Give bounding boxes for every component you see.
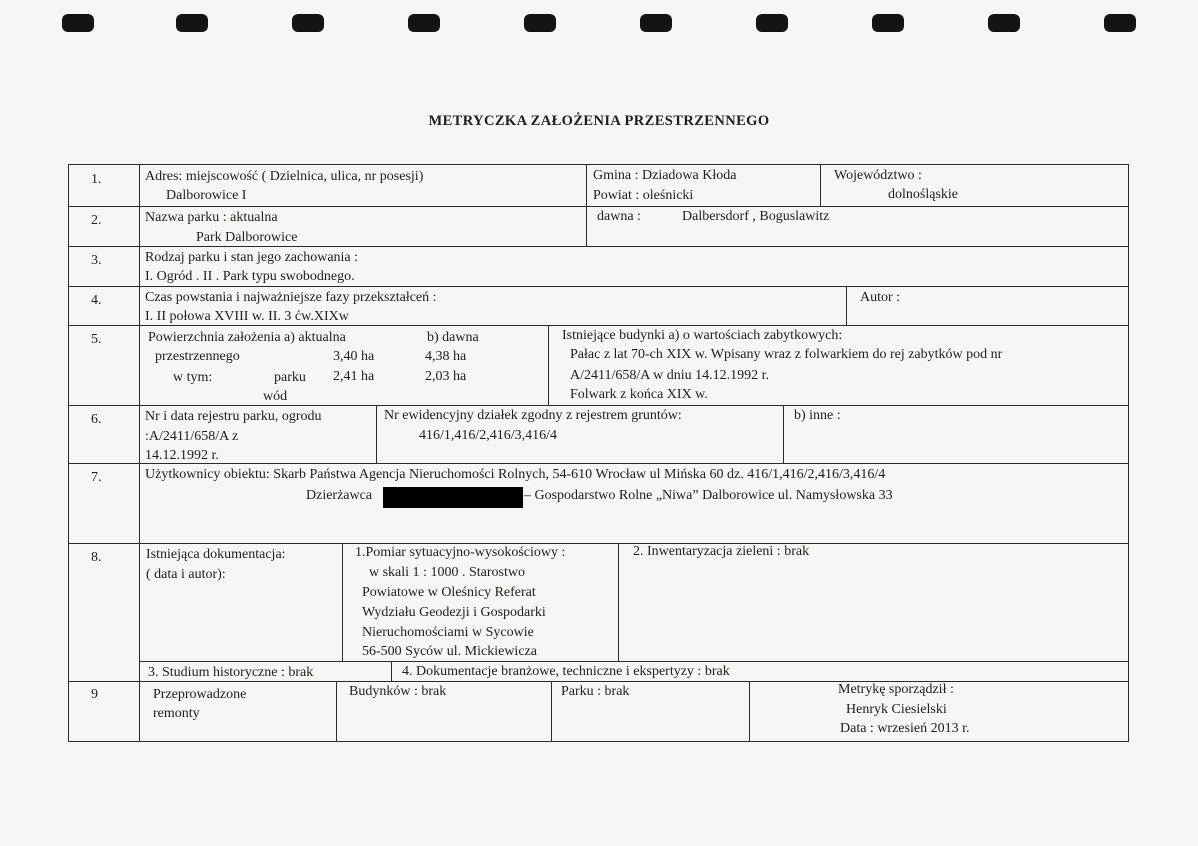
table-line bbox=[1128, 164, 1129, 742]
park-area-former: 2,03 ha bbox=[425, 369, 467, 384]
survey-line: Powiatowe w Oleśnicy Referat bbox=[362, 585, 536, 600]
table-line bbox=[749, 681, 750, 741]
punch-hole bbox=[524, 14, 556, 32]
redaction-bar bbox=[383, 487, 523, 508]
powiat-field: Powiat : oleśnicki bbox=[593, 188, 694, 203]
row-number: 9 bbox=[91, 687, 98, 702]
park-type-label: Rodzaj parku i stan jego zachowania : bbox=[145, 250, 359, 265]
greenery-inventory: 2. Inwentaryzacja zieleni : brak bbox=[633, 544, 810, 559]
table-line bbox=[139, 661, 1129, 662]
punch-hole bbox=[176, 14, 208, 32]
creation-time-value: I. II połowa XVIII w. II. 3 ćw.XIXw bbox=[145, 309, 349, 324]
address-label: Adres: miejscowość ( Dzielnica, ulica, nr posesji) bbox=[145, 169, 424, 184]
area-former-label: b) dawna bbox=[427, 330, 479, 345]
park-name-label: Nazwa parku : aktualna bbox=[145, 210, 278, 225]
table-line bbox=[391, 661, 392, 681]
table-line bbox=[68, 286, 1129, 287]
survey-line: Nieruchomościami w Sycowie bbox=[362, 625, 534, 640]
registry-number: :A/2411/658/A z bbox=[145, 429, 239, 444]
table-line bbox=[68, 164, 69, 742]
renovations-label: Przeprowadzone bbox=[153, 687, 247, 702]
buildings-label: Istniejące budynki a) o wartościach zabytkowych: bbox=[562, 328, 843, 343]
row-number: 1. bbox=[91, 172, 102, 187]
tenant-label: Dzierżawca bbox=[306, 488, 373, 503]
table-line bbox=[68, 741, 1129, 742]
park-renovations: Parku : brak bbox=[561, 684, 630, 699]
users-line: Użytkownicy obiektu: Skarb Państwa Agencja Nieruchomości Rolnych, 54-610 Wrocław ul Mińska 60 dz. 416/1,416/2,416/3,416/4 bbox=[145, 467, 886, 482]
table-line bbox=[68, 206, 1129, 207]
technical-docs: 4. Dokumentacje branżowe, techniczne i ekspertyzy : brak bbox=[402, 664, 730, 679]
prepared-date: Data : wrzesień 2013 r. bbox=[840, 721, 970, 736]
park-name-value: Park Dalborowice bbox=[196, 230, 298, 245]
renovations-label-2: remonty bbox=[153, 706, 200, 721]
table-line bbox=[376, 405, 377, 463]
plot-numbers-label: Nr ewidencyjny działek zgodny z rejestrem gruntów: bbox=[384, 408, 682, 423]
table-line bbox=[586, 164, 587, 246]
plot-numbers-value: 416/1,416/2,416/3,416/4 bbox=[419, 428, 558, 443]
wojewodztwo-label: Województwo : bbox=[834, 168, 922, 183]
survey-line: 56-500 Syców ul. Mickiewicza bbox=[362, 644, 537, 659]
row-number: 3. bbox=[91, 253, 102, 268]
table-line bbox=[618, 543, 619, 661]
row-number: 7. bbox=[91, 470, 102, 485]
punch-hole bbox=[1104, 14, 1136, 32]
survey-line: w skali 1 : 1000 . Starostwo bbox=[369, 565, 525, 580]
document-title: METRYCZKA ZAŁOŻENIA PRZESTRZENNEGO bbox=[428, 113, 770, 129]
area-label-2: przestrzennego bbox=[155, 349, 240, 364]
buildings-line: A/2411/658/A w dniu 14.12.1992 r. bbox=[570, 368, 769, 383]
former-name-value: Dalbersdorf , Boguslawitz bbox=[682, 209, 830, 224]
table-line bbox=[783, 405, 784, 463]
buildings-line: Pałac z lat 70-ch XIX w. Wpisany wraz z folwarkiem do rej zabytków pod nr bbox=[570, 347, 1003, 362]
table-line bbox=[846, 286, 847, 325]
punch-hole bbox=[872, 14, 904, 32]
other-label: b) inne : bbox=[794, 408, 841, 423]
registry-date: 14.12.1992 r. bbox=[145, 448, 219, 463]
punch-hole bbox=[292, 14, 324, 32]
row-number: 8. bbox=[91, 550, 102, 565]
row-number: 5. bbox=[91, 332, 102, 347]
row-number: 6. bbox=[91, 412, 102, 427]
author-label: Autor : bbox=[860, 290, 901, 305]
water-area-label: wód bbox=[263, 389, 288, 404]
punch-hole bbox=[408, 14, 440, 32]
table-line bbox=[820, 164, 821, 206]
punch-hole bbox=[62, 14, 94, 32]
park-type-value: I. Ogród . II . Park typu swobodnego. bbox=[145, 269, 355, 284]
table-line bbox=[68, 463, 1129, 464]
historical-study: 3. Studium historyczne : brak bbox=[148, 665, 314, 680]
area-former-value: 4,38 ha bbox=[425, 349, 467, 364]
registry-label: Nr i data rejestru parku, ogrodu bbox=[145, 409, 322, 424]
park-area-label: parku bbox=[274, 370, 306, 385]
table-line bbox=[551, 681, 552, 741]
prepared-by-label: Metrykę sporządził : bbox=[838, 682, 954, 697]
area-including-label: w tym: bbox=[173, 370, 213, 385]
park-area-current: 2,41 ha bbox=[333, 369, 375, 384]
former-name-label: dawna : bbox=[597, 209, 641, 224]
tenant-value: – Gospodarstwo Rolne „Niwa” Dalborowice ul. Namysłowska 33 bbox=[524, 488, 893, 503]
buildings-renovations: Budynków : brak bbox=[349, 684, 447, 699]
area-label: Powierzchnia założenia a) aktualna bbox=[148, 330, 346, 345]
punch-hole bbox=[756, 14, 788, 32]
punch-hole bbox=[640, 14, 672, 32]
table-line bbox=[68, 543, 1129, 544]
buildings-line: Folwark z końca XIX w. bbox=[570, 387, 708, 402]
survey-line: 1.Pomiar sytuacyjno-wysokościowy : bbox=[355, 545, 566, 560]
punch-hole bbox=[988, 14, 1020, 32]
row-number: 4. bbox=[91, 293, 102, 308]
address-value: Dalborowice I bbox=[166, 188, 247, 203]
table-line bbox=[336, 681, 337, 741]
table-line bbox=[342, 543, 343, 661]
prepared-by-name: Henryk Ciesielski bbox=[846, 702, 947, 717]
wojewodztwo-value: dolnośląskie bbox=[888, 187, 958, 202]
area-current-value: 3,40 ha bbox=[333, 349, 375, 364]
documentation-sublabel: ( data i autor): bbox=[146, 567, 226, 582]
table-line bbox=[139, 164, 140, 742]
row-number: 2. bbox=[91, 213, 102, 228]
table-line bbox=[68, 164, 1129, 165]
documentation-label: Istniejąca dokumentacja: bbox=[146, 547, 286, 562]
table-line bbox=[548, 325, 549, 405]
gmina-field: Gmina : Dziadowa Kłoda bbox=[593, 168, 737, 183]
creation-time-label: Czas powstania i najważniejsze fazy przekształceń : bbox=[145, 290, 437, 305]
table-line bbox=[68, 405, 1129, 406]
survey-line: Wydziału Geodezji i Gospodarki bbox=[362, 605, 546, 620]
